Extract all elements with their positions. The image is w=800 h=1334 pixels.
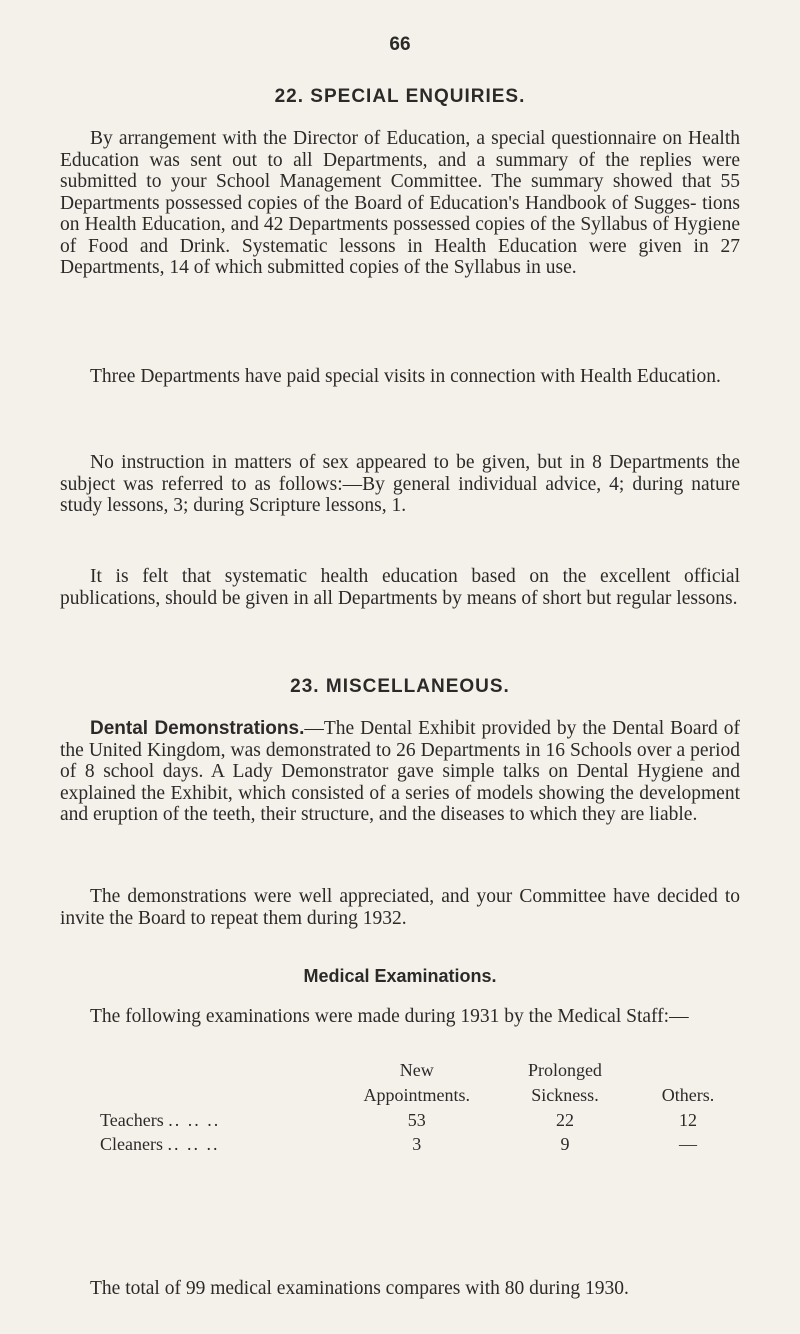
section-22-paragraph-3 <box>60 452 740 517</box>
paragraph-text: It is felt that systematic health education based on the excellent official publications, should be given in all Departments by means of short but regular lessons. <box>60 566 740 609</box>
demonstrations-paragraph <box>60 886 740 929</box>
cell-new: 3 <box>412 1133 422 1154</box>
row-label-text: Teachers <box>100 1109 164 1130</box>
table-header-row <box>60 1058 740 1082</box>
row-label-text: Cleaners <box>100 1133 163 1154</box>
header-new-appointments: Appointments. <box>363 1084 470 1105</box>
cell-sick: 9 <box>560 1133 570 1154</box>
paragraph-text: By arrangement with the Director of Education, a special questionnaire on Health Education was sent out to all Departments, and a summary of the replies were submitted to your School Management Committee. The summary showed that 55 Departments possessed copies of the Board of Education's Handbook of Sugges- tions on Health Education, and 42 Departments possessed copies of the Syllabus of Hygiene of Food and Drink. Systematic lessons in Health Education were given in 27 Departments, 14 of which submitted copies of the Syllabus in use. <box>60 128 740 278</box>
table-row <box>60 1132 740 1156</box>
cell-sick: 22 <box>555 1109 574 1130</box>
section-22-paragraph-1 <box>60 128 740 279</box>
paragraph-text: The total of 99 medical examinations compares with 80 during 1930. <box>90 1278 629 1299</box>
table-header-empty <box>60 1058 340 1082</box>
medical-examinations-table <box>60 1058 740 1156</box>
header-prolonged-sickness: Sickness. <box>531 1084 599 1105</box>
dental-demonstrations-runin: Dental Demonstrations. <box>90 718 305 739</box>
cell-others: — <box>678 1133 697 1154</box>
header-prolonged-line1: Prolonged <box>527 1059 602 1080</box>
header-others: Others. <box>661 1084 715 1105</box>
row-label <box>60 1108 340 1132</box>
dental-demonstrations-paragraph <box>60 718 740 826</box>
cell-new: 53 <box>407 1109 426 1130</box>
table-header-row <box>60 1082 740 1108</box>
paragraph-text: The following examinations were made during 1931 by the Medical Staff:— <box>90 1006 689 1027</box>
paragraph-text: Three Departments have paid special visits in connection with Health Education. <box>90 366 721 387</box>
dot-leader: .. .. .. <box>168 1109 221 1130</box>
table-header-empty <box>60 1082 340 1108</box>
dental-demonstrations-text: —The Dental Exhibit provided by the Dental Board of the United Kingdom, was demonstrated to 26 Departments in 16 Schools over a period of 8 school days. A Lady Demonstrator gave simple talks on Dental Hygiene and explained the Exhibit, which consisted of a series of models showing the development and eruption of the teeth, their structure, and the diseases to which they are liable. <box>60 718 740 825</box>
table-row <box>60 1108 740 1132</box>
header-others-line1 <box>636 1058 740 1082</box>
section-22-paragraph-2 <box>60 366 740 388</box>
section-22-paragraph-4 <box>60 566 740 609</box>
header-new-line1: New <box>399 1059 434 1080</box>
medical-examinations-heading: Medical Examinations. <box>303 966 497 986</box>
medical-intro-paragraph <box>60 1006 740 1028</box>
closing-paragraph <box>60 1278 740 1300</box>
section-23-heading: 23. MISCELLANEOUS. <box>290 676 510 697</box>
dot-leader: .. .. .. <box>167 1133 220 1154</box>
paragraph-text: The demonstrations were well appreciated, and your Committee have decided to invite the Board to repeat them during 1932. <box>60 886 740 929</box>
section-22-heading: 22. SPECIAL ENQUIRIES. <box>274 86 526 107</box>
cell-others: 12 <box>678 1109 697 1130</box>
page-number: 66 <box>389 34 411 55</box>
row-label <box>60 1132 340 1156</box>
paragraph-text: No instruction in matters of sex appeared to be given, but in 8 Departments the subject was referred to as follows:—By general individual advice, 4; during nature study lessons, 3; during Scripture lessons, 1. <box>60 452 740 516</box>
